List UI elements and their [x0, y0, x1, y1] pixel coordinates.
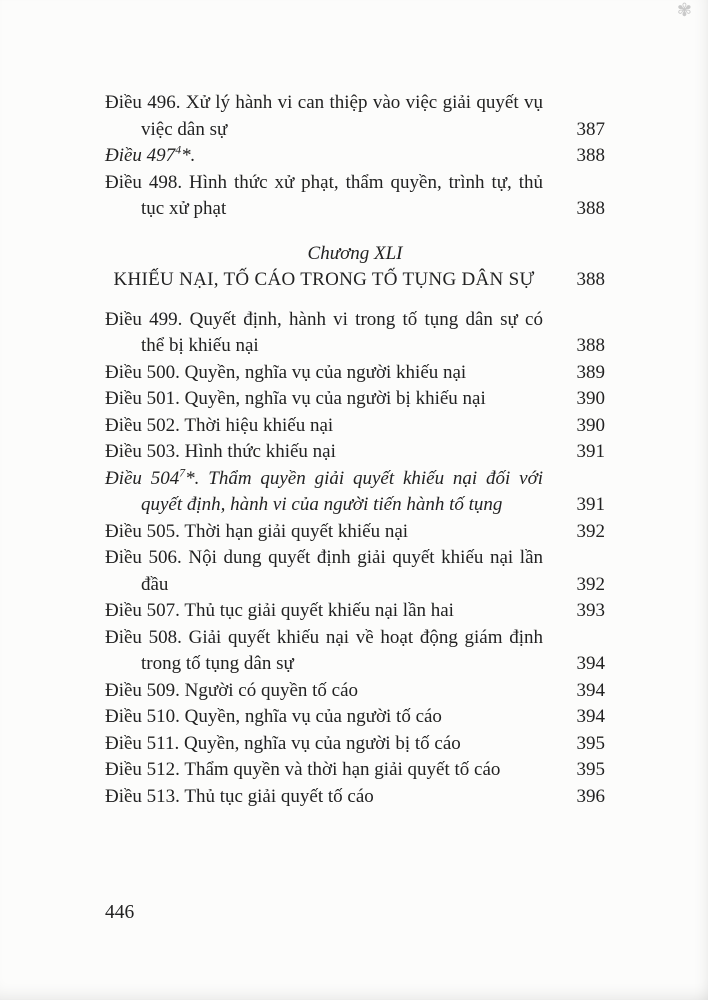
toc-entry	[105, 678, 605, 705]
toc-entry	[105, 360, 605, 387]
chapter-title: KHIẾU NẠI, TỐ CÁO TRONG TỐ TỤNG DÂN SỰ	[113, 269, 535, 290]
entry-text: Điều 500. Quyền, nghĩa vụ của người khiếu nại	[105, 361, 467, 383]
entry-title	[105, 784, 543, 811]
entry-text: Điều 512. Thẩm quyền và thời hạn giải quyết tố cáo	[105, 759, 501, 780]
entry-text: Điều 503. Hình thức khiếu nại	[105, 441, 336, 462]
entry-title	[105, 545, 543, 598]
entry-text: Điều 499. Quyết định, hành vi trong tố tụng dân sự có thể bị khiếu nại	[105, 308, 543, 356]
entry-title	[105, 757, 543, 784]
entry-page-number: 392	[576, 573, 605, 595]
toc-entry	[105, 466, 605, 519]
entry-page-number: 392	[576, 520, 605, 542]
entry-title	[105, 519, 543, 546]
toc-entry	[105, 307, 605, 360]
flower-icon: ✾	[676, 0, 692, 21]
entry-page-number: 395	[576, 759, 605, 780]
entry-text: Điều 501. Quyền, nghĩa vụ của người bị khiếu nại	[105, 388, 486, 409]
footnote-superscript: 4	[175, 143, 182, 157]
entry-page-number: 394	[576, 653, 605, 674]
footer-page-number: 446	[105, 902, 135, 923]
entry-text: Điều 497	[105, 145, 176, 166]
entry-text: Điều 504	[105, 467, 180, 489]
entry-page-number: 395	[576, 732, 605, 754]
entry-page-number: 388	[576, 335, 605, 356]
entry-page-number: 390	[576, 388, 605, 409]
entry-text: Điều 506. Nội dung quyết định giải quyết khiếu nại lần đầu	[105, 547, 543, 595]
toc-entry	[105, 386, 605, 413]
toc-list	[105, 90, 605, 810]
entry-title	[105, 704, 543, 731]
chapter-page-number: 388	[576, 269, 605, 290]
entry-page-number: 390	[576, 414, 605, 436]
toc-entry	[105, 439, 605, 466]
entry-text: Điều 505. Thời hạn giải quyết khiếu nại	[105, 520, 409, 542]
entry-text: Điều 508. Giải quyết khiếu nại về hoạt động giám định trong tố tụng dân sự	[105, 626, 543, 674]
chapter-title-row	[105, 267, 605, 294]
entry-title	[105, 439, 543, 466]
toc-entry	[105, 625, 605, 678]
entry-text: *. Thẩm quyền giải quyết khiếu nại đối với quyết định, hành vi của người tiến hành tố tụng	[141, 467, 544, 515]
toc-entry	[105, 704, 605, 731]
entry-title	[105, 413, 543, 440]
footnote-superscript: 7	[179, 466, 186, 480]
chapter-block	[105, 241, 605, 294]
entry-page-number: 389	[576, 361, 605, 383]
toc-entry	[105, 545, 605, 598]
entry-text: Điều 496. Xử lý hành vi can thiệp vào việc giải quyết vụ việc dân sự	[105, 92, 543, 140]
entry-page-number: 391	[576, 494, 605, 515]
entry-text: Điều 511. Quyền, nghĩa vụ của người bị tố cáo	[105, 732, 461, 754]
toc-entry	[105, 757, 605, 784]
entry-title	[105, 731, 543, 758]
entry-text: Điều 498. Hình thức xử phạt, thẩm quyền, trình tự, thủ tục xử phạt	[105, 171, 543, 219]
entry-title	[105, 360, 543, 387]
toc-entry	[105, 598, 605, 625]
chapter-number-label: Chương XLI	[307, 242, 403, 264]
entry-text: *.	[181, 145, 196, 166]
entry-title	[105, 466, 543, 519]
toc-entry	[105, 784, 605, 811]
entry-title	[105, 90, 543, 143]
entry-page-number: 393	[576, 600, 605, 621]
toc-entry	[105, 170, 605, 223]
entry-text: Điều 513. Thủ tục giải quyết tố cáo	[105, 785, 374, 807]
entry-page-number: 388	[576, 145, 605, 166]
toc-entry	[105, 143, 605, 170]
toc-entry	[105, 519, 605, 546]
entry-text: Điều 509. Người có quyền tố cáo	[105, 679, 359, 701]
entry-text: Điều 502. Thời hiệu khiếu nại	[105, 414, 334, 436]
entry-title	[105, 598, 543, 625]
entry-page-number: 394	[576, 706, 605, 727]
entry-title	[105, 307, 543, 360]
entry-text: Điều 510. Quyền, nghĩa vụ của người tố cáo	[105, 706, 442, 727]
entry-text: Điều 507. Thủ tục giải quyết khiếu nại lần hai	[105, 600, 454, 621]
entry-title	[105, 678, 543, 705]
toc-entry	[105, 731, 605, 758]
toc-entry	[105, 413, 605, 440]
entry-title	[105, 143, 543, 170]
entry-page-number: 387	[576, 118, 605, 140]
entry-title	[105, 386, 543, 413]
entry-title	[105, 170, 543, 223]
entry-page-number: 391	[576, 441, 605, 462]
entry-page-number: 394	[576, 679, 605, 701]
entry-title	[105, 625, 543, 678]
entry-page-number: 388	[576, 198, 605, 219]
toc-entry	[105, 90, 605, 143]
entry-page-number: 396	[576, 785, 605, 807]
